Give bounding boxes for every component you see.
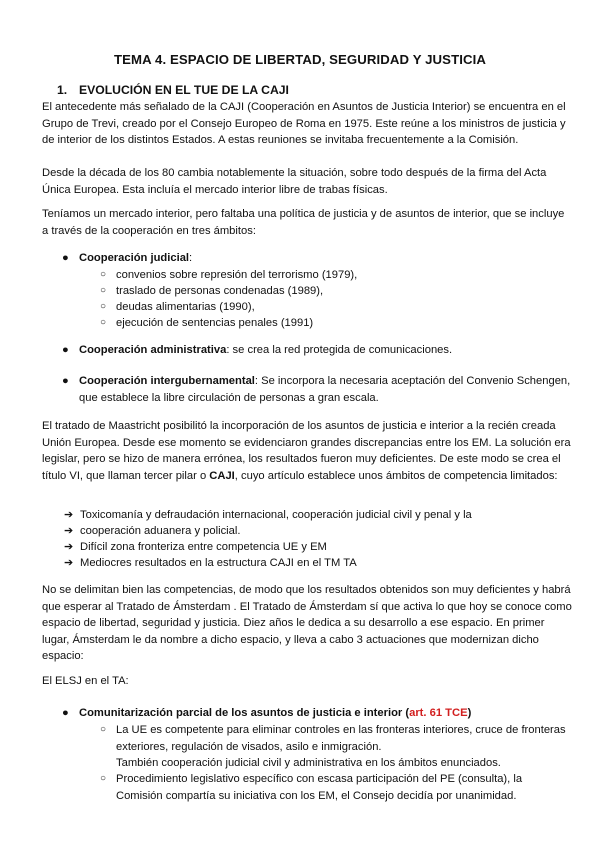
circle-bullet-icon: ○ <box>100 317 107 328</box>
sub-item-text: convenios sobre represión del terrorismo (1979), <box>116 269 358 281</box>
paragraph-amsterdam: No se delimitan bien las competencias, de modo que los resultados obtenidos son muy deficientes y habrá que esperar al Tratado de Ámsterdam . El Tratado de Ámsterdam sí que activa lo que hoy se conoce como espacio de libertad, seguridad y justicia. Diez años le dedica a su desarrollo a ese espacio. En primer lugar, Ámsterdam le da nombre a dicho espacio, y lleva a cabo 3 actuaciones que modernizan dicho espacio: <box>42 584 572 662</box>
section-number: 1. <box>57 83 68 97</box>
maastricht-text-2: , cuyo artículo establece unos ámbitos de competencia limitados: <box>234 469 558 482</box>
section-title: EVOLUCIÓN EN EL TUE DE LA CAJI <box>79 83 289 97</box>
arrow-item-4 <box>64 555 564 572</box>
bullet-icon: ● <box>62 252 69 264</box>
arrow-item-text: cooperación aduanera y policial. <box>80 525 241 537</box>
sub-item-judicial-3 <box>100 299 570 316</box>
arrow-item-text: Toxicomanía y defraudación internacional, cooperación judicial civil y penal y la <box>80 509 472 521</box>
list-item-comunitarizacion <box>62 705 572 722</box>
arrow-right-icon: ➔ <box>64 541 74 553</box>
coop-admin-text: : se crea la red protegida de comunicaciones. <box>226 344 453 356</box>
sub-item-text: Procedimiento legislativo específico con escasa participación del PE (consulta), la Comisión compartía su iniciativa con los EM, el Consejo decidía por unanimidad. <box>116 773 523 802</box>
list-item-coop-inter <box>62 373 572 406</box>
article-reference: art. 61 TCE <box>409 707 468 719</box>
sub-item-judicial-4 <box>100 315 570 332</box>
comunit-close: ) <box>467 707 472 719</box>
sub-item-judicial-2 <box>100 283 570 300</box>
bullet-icon: ● <box>62 344 69 356</box>
coop-inter-label: Cooperación intergubernamental <box>79 375 255 387</box>
sub-item-comunit-2 <box>100 771 570 804</box>
sub-item-text: deudas alimentarias (1990), <box>116 301 255 313</box>
list-item-coop-admin <box>62 342 572 359</box>
circle-bullet-icon: ○ <box>100 285 107 296</box>
sub-item-text: traslado de personas condenadas (1989), <box>116 285 324 297</box>
arrow-item-2 <box>64 523 564 540</box>
maastricht-caji: CAJI <box>209 469 235 482</box>
bullet-icon: ● <box>62 375 69 387</box>
sub-item-text: ejecución de sentencias penales (1991) <box>116 317 314 329</box>
paragraph-intro: El antecedente más señalado de la CAJI (Cooperación en Asuntos de Justicia Interior) se encuentra en el Grupo de Trevi, creado por el Consejo Europeo de Roma en 1975. Este reúne a los ministros de justicia y de interior de los distintos Estados. A estas reuniones se invitaba frecuentemente a la Comisión. <box>42 101 566 146</box>
circle-bullet-icon: ○ <box>100 724 107 735</box>
coop-judicial-label: Cooperación judicial <box>79 252 190 264</box>
paragraph-elsj: El ELSJ en el TA: <box>42 675 129 687</box>
comunit-label: Comunitarización parcial de los asuntos de justicia e interior ( <box>79 707 410 719</box>
page-title: TEMA 4. ESPACIO DE LIBERTAD, SEGURIDAD Y JUSTICIA <box>114 52 486 67</box>
coop-admin-label: Cooperación administrativa <box>79 344 227 356</box>
list-item-coop-judicial <box>62 250 572 267</box>
arrow-item-3 <box>64 539 564 556</box>
circle-bullet-icon: ○ <box>100 773 107 784</box>
arrow-item-text: Mediocres resultados en la estructura CAJI en el TM TA <box>80 557 357 569</box>
coop-inter-text: : Se incorpora la necesaria aceptación del Convenio Schengen, que establece la libre circulación de personas a gran escala. <box>79 375 571 404</box>
circle-bullet-icon: ○ <box>100 301 107 312</box>
arrow-right-icon: ➔ <box>64 509 74 521</box>
maastricht-text-1: El tratado de Maastricht posibilitó la incorporación de los asuntos de justicia e interior a la recién creada Unión Europea. Desde ese momento se evidenciaron grandes discrepancias entre los EM. La solución era legislar, pero se hizo de manera errónea, los resultados fueron muy deficientes. De este modo se crea el título VI, que llaman tercer pilar o <box>42 420 571 482</box>
coop-judicial-suffix: : <box>189 252 193 264</box>
sub-item-text: La UE es competente para eliminar controles en las fronteras interiores, cruce de fronteras exteriores, regulación de visados, asilo e inmigración. <box>116 724 566 753</box>
arrow-item-text: Difícil zona fronteriza entre competencia UE y EM <box>80 541 327 553</box>
paragraph-80s: Desde la década de los 80 cambia notablemente la situación, sobre todo después de la firma del Acta Única Europea. Esta incluía el mercado interior libre de trabas físicas. <box>42 167 547 196</box>
section-heading <box>57 83 289 97</box>
circle-bullet-icon: ○ <box>100 269 107 280</box>
paragraph-mercado: Teníamos un mercado interior, pero faltaba una política de justicia y de asuntos de interior, que se incluye a través de la cooperación en tres ámbitos: <box>42 208 565 237</box>
sub-item-comunit-1 <box>100 722 570 772</box>
arrow-item-1 <box>64 507 564 524</box>
arrow-right-icon: ➔ <box>64 525 74 537</box>
arrow-right-icon: ➔ <box>64 557 74 569</box>
paragraph-maastricht <box>42 418 572 484</box>
sub-item-text-continued: También cooperación judicial civil y administrativa en los ámbitos enunciados. <box>116 757 501 769</box>
bullet-icon: ● <box>62 707 69 719</box>
sub-item-judicial-1 <box>100 267 570 284</box>
